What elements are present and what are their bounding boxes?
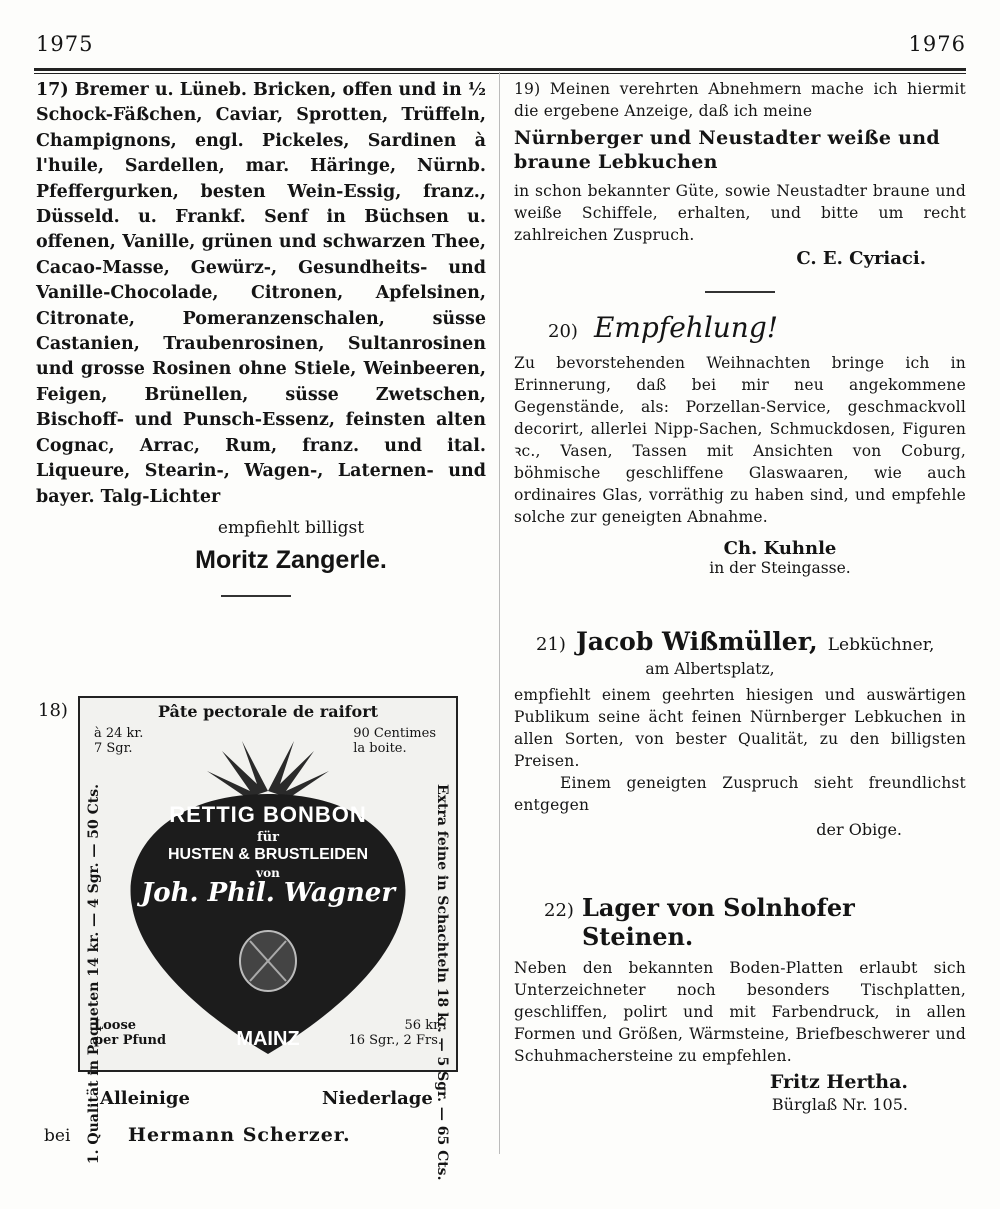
- price-tl-1: à 24 kr.: [94, 726, 144, 741]
- radish-label-4: von: [256, 866, 280, 880]
- ad-18-number: 18): [38, 700, 68, 721]
- radish-label-1: RETTIG BONBON: [169, 802, 367, 827]
- ad-22-number: 22): [544, 900, 574, 921]
- price-br-2: 16 Sgr., 2 Frs.: [348, 1033, 442, 1048]
- ad-21-body: empfiehlt einem geehrten hiesigen und auswärtigen Publikum seine ächt feinen Nürnberger Lebkuchen in allen Sorten, von bester Qualität, zu den billigsten Preisen.: [514, 686, 966, 770]
- ad-21-body2: Einem geneigten Zuspruch sieht freundlichst entgegen: [514, 774, 966, 814]
- ad-18-title: Pâte pectorale de raifort: [157, 702, 379, 721]
- ad-18-right-vertical: Extra feine in Schachteln 18 kr. — 5 Sgr. — 65 Cts.: [434, 784, 450, 1181]
- ad-21-number: 21): [536, 634, 566, 655]
- ad-18-price-bl: [94, 1018, 166, 1048]
- ad-20-body: Zu bevorstehenden Weihnachten bringe ich in Erinnerung, daß bei mir neu angekommene Gegenstände, als: Porzellan-Service, geschmackvoll decorirt, allerlei Nipp-Sachen, Schmuckdosen, Figuren ꝛc., Vasen, Tassen mit Ansichten von Coburg, böhmische geschliffene Glaswaaren, wie auch ordinaires Glas, vorräthig zu haben sind, und empfehle solche zur geneigten Abnahme.: [514, 354, 966, 526]
- price-br-1: 56 kr.: [404, 1018, 442, 1033]
- ad-18-footer-2a: bei: [44, 1126, 71, 1146]
- separator-line: [705, 291, 775, 293]
- ad-18-footer-2b: Hermann Scherzer.: [128, 1124, 351, 1146]
- price-tr-2: la boite.: [353, 741, 407, 756]
- ad-19-signature: C. E. Cyriaci.: [796, 248, 926, 269]
- ad-20-heading: [514, 311, 966, 344]
- page-number-right: 1976: [908, 32, 966, 56]
- ad-21-heading: [514, 627, 966, 656]
- ad-17-text: 17) Bremer u. Lüneb. Bricken, offen und in ½ Schock-Fäßchen, Caviar, Sprotten, Trüffeln, Champignons, engl. Pickeles, Sardinen à l'huile, Sardellen, mar. Häringe, Nürnb. Pfeffergurken, besten Wein-Essig, franz., Düsseld. u. Frankf. Senf in Büchsen u. offenen, Vanille, grünen und schwarzen Thee, Cacao-Masse, Gewürz-, Gesundheits- und Vanille-Chocolade, Citronen, Apfelsinen, Citronate, Pomeranzenschalen, süsse Castanien, Traubenrosinen, Sultanrosinen und grosse Rosinen ohne Stiele, Weinbeeren, Feigen, Brünellen, süsse Zwetschen, Bischoff- und Punsch-Essenz, feinsten alten Cognac, Arrac, Rum, franz. und ital. Liqueure, Stearin-, Wagen-, Laternen- und bayer. Talg-Lichter: [36, 80, 487, 507]
- ad-17-signature: Moritz Zangerle.: [195, 545, 387, 574]
- ad-20-number: 20): [548, 321, 578, 342]
- price-bl-2: per Pfund: [94, 1033, 167, 1048]
- radish-label-5: Joh. Phil. Wagner: [140, 878, 396, 908]
- ad-22-signature: Fritz Hertha.: [769, 1071, 908, 1093]
- ad-18-footer-1b: Niederlage: [322, 1088, 433, 1109]
- radish-label-3: HUSTEN & BRUSTLEIDEN: [167, 846, 368, 863]
- ad-21-address: am Albertsplatz,: [645, 660, 775, 678]
- column-divider: [499, 72, 500, 1154]
- header-rule: [34, 68, 966, 74]
- price-tr-1: 90 Centimes: [353, 726, 436, 741]
- page-number-left: 1975: [36, 32, 94, 56]
- ad-21-signature: der Obige.: [816, 820, 902, 839]
- ad-19-body: in schon bekannter Güte, sowie Neustadter braune und weiße Schiffele, erhalten, und bitte um recht zahlreichen Zuspruch.: [514, 182, 966, 244]
- radish-label-6: MAINZ: [236, 1028, 300, 1050]
- ad-18-left-vertical: 1. Qualität in Paqueten 14 kr. — 4 Sgr. — 50 Cts.: [86, 784, 102, 1165]
- ad-22-body: Neben den bekannten Boden-Platten erlaubt sich Unterzeichneter noch besonders Tischplatten, geschliffen, polirt und mit Farbendruck, in allen Formen und Größen, Wärmsteine, Briefbeschwerer und Schuhmachersteine zu empfehlen.: [514, 959, 966, 1065]
- ad-20-address: in der Steingasse.: [709, 559, 851, 577]
- ad-22-heading: [514, 893, 966, 951]
- separator-line: [221, 595, 291, 597]
- ad-19-intro: 19) Meinen verehrten Abnehmern mache ich hiermit die ergebene Anzeige, daß ich meine: [514, 80, 966, 120]
- ad-20-headline: Empfehlung!: [593, 311, 779, 344]
- radish-label-2: für: [257, 830, 279, 845]
- ad-18-footer-1a: Alleinige: [100, 1088, 190, 1109]
- right-column: [514, 78, 966, 1149]
- price-bl-1: Loose: [94, 1018, 137, 1033]
- price-tl-2: 7 Sgr.: [94, 741, 133, 756]
- ad-17-recommend: empfiehlt billigst: [217, 517, 365, 538]
- ad-18-price-br: [348, 1018, 442, 1048]
- ad-21-name: Jacob Wißmüller,: [575, 627, 818, 656]
- ad-20-signature: Ch. Kuhnle: [723, 538, 837, 559]
- ad-19-headline: Nürnberger und Neustadter weiße und braune Lebkuchen: [514, 127, 940, 173]
- ad-22-headline: Lager von Solnhofer Steinen.: [581, 893, 855, 951]
- ad-21-trade: Lebküchner,: [827, 635, 935, 655]
- ad-22-address: Bürglaß Nr. 105.: [771, 1095, 908, 1114]
